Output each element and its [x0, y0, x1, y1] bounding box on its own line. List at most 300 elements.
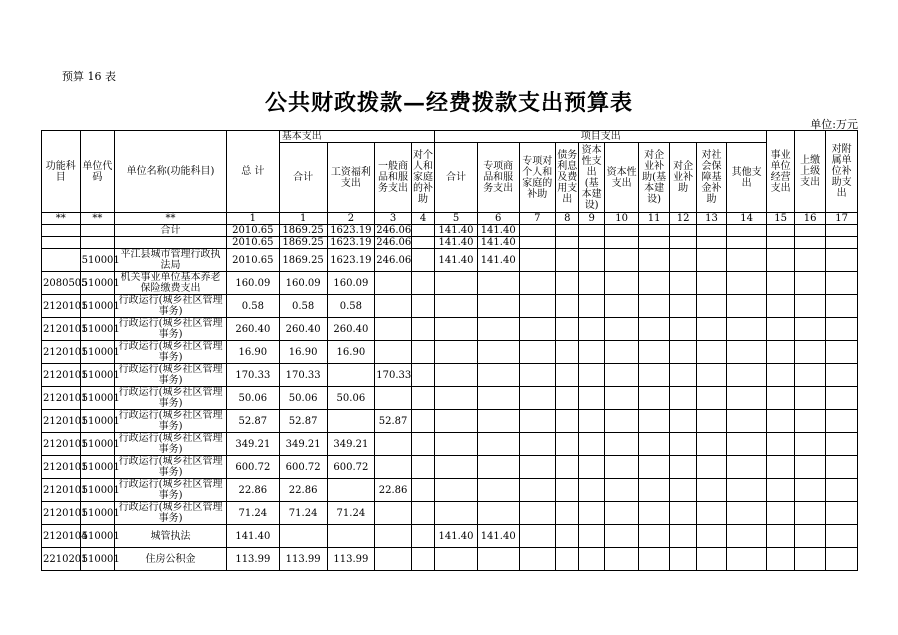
- index-cell: 15: [767, 213, 794, 225]
- empty-cell: [556, 433, 579, 456]
- empty-cell: [794, 295, 826, 318]
- func-code-cell: 2120101: [42, 433, 81, 456]
- header-basic-group: 基本支出: [279, 131, 434, 143]
- basic-sum-cell: 1869.25: [279, 237, 327, 249]
- empty-cell: [669, 548, 696, 571]
- empty-cell: [604, 272, 639, 295]
- goods-cell: 52.87: [375, 410, 412, 433]
- empty-cell: [669, 237, 696, 249]
- empty-cell: [604, 479, 639, 502]
- unit-name-cell: 行政运行(城乡社区管理事务): [115, 479, 227, 502]
- func-code-cell: 2120101: [42, 364, 81, 387]
- empty-cell: [669, 525, 696, 548]
- empty-cell: [794, 318, 826, 341]
- empty-cell: [579, 341, 604, 364]
- empty-cell: [767, 525, 794, 548]
- empty-cell: [697, 341, 726, 364]
- index-cell: **: [42, 213, 81, 225]
- unit-name-cell: 行政运行(城乡社区管理事务): [115, 502, 227, 525]
- empty-cell: [726, 456, 767, 479]
- header-basic-sum: 合计: [279, 143, 327, 213]
- proj-sum-cell: [435, 341, 478, 364]
- proj-goods-cell: [477, 272, 519, 295]
- empty-cell: [604, 341, 639, 364]
- wages-cell: 160.09: [327, 272, 375, 295]
- proj-goods-cell: [477, 548, 519, 571]
- empty-cell: [556, 225, 579, 237]
- personal-cell: [411, 456, 434, 479]
- table-row: [42, 387, 858, 410]
- empty-cell: [556, 502, 579, 525]
- empty-cell: [604, 225, 639, 237]
- empty-cell: [519, 272, 556, 295]
- total-cell: 600.72: [226, 456, 279, 479]
- empty-cell: [639, 387, 669, 410]
- func-code-cell: 2120101: [42, 502, 81, 525]
- wages-cell: [327, 364, 375, 387]
- empty-cell: [604, 525, 639, 548]
- empty-cell: [726, 364, 767, 387]
- basic-sum-cell: 170.33: [279, 364, 327, 387]
- wages-cell: [327, 479, 375, 502]
- empty-cell: [697, 237, 726, 249]
- personal-cell: [411, 237, 434, 249]
- empty-cell: [639, 525, 669, 548]
- goods-cell: [375, 387, 412, 410]
- empty-cell: [604, 502, 639, 525]
- unit-name-cell: 行政运行(城乡社区管理事务): [115, 364, 227, 387]
- func-code-cell: [42, 237, 81, 249]
- empty-cell: [669, 456, 696, 479]
- empty-cell: [697, 525, 726, 548]
- empty-cell: [669, 249, 696, 272]
- header-business: 事业单位经营支出: [767, 131, 794, 213]
- empty-cell: [767, 387, 794, 410]
- empty-cell: [639, 249, 669, 272]
- personal-cell: [411, 387, 434, 410]
- header-superior: 上缴上级支出: [794, 131, 826, 213]
- empty-cell: [519, 456, 556, 479]
- empty-cell: [669, 410, 696, 433]
- empty-cell: [556, 249, 579, 272]
- header-goods: 一般商品和服务支出: [375, 143, 412, 213]
- basic-sum-cell: 1869.25: [279, 249, 327, 272]
- unit-name-cell: 机关事业单位基本养老保险缴费支出: [115, 272, 227, 295]
- goods-cell: [375, 341, 412, 364]
- wages-cell: 71.24: [327, 502, 375, 525]
- header-proj-personal: 专项对个人和家庭的补助: [519, 143, 556, 213]
- empty-cell: [519, 410, 556, 433]
- index-cell: 14: [726, 213, 767, 225]
- personal-cell: [411, 548, 434, 571]
- empty-cell: [556, 525, 579, 548]
- proj-goods-cell: 141.40: [477, 249, 519, 272]
- empty-cell: [826, 225, 858, 237]
- basic-sum-cell: 113.99: [279, 548, 327, 571]
- empty-cell: [579, 249, 604, 272]
- empty-cell: [826, 272, 858, 295]
- empty-cell: [639, 364, 669, 387]
- personal-cell: [411, 525, 434, 548]
- goods-cell: [375, 433, 412, 456]
- func-code-cell: 2210201: [42, 548, 81, 571]
- proj-sum-cell: [435, 410, 478, 433]
- wages-cell: 1623.19: [327, 237, 375, 249]
- table-row: [42, 272, 858, 295]
- unit-name-cell: 行政运行(城乡社区管理事务): [115, 295, 227, 318]
- basic-sum-cell: 349.21: [279, 433, 327, 456]
- goods-cell: [375, 318, 412, 341]
- header-proj-sum: 合计: [435, 143, 478, 213]
- empty-cell: [604, 237, 639, 249]
- empty-cell: [519, 502, 556, 525]
- empty-cell: [579, 295, 604, 318]
- unit-code-cell: 510001: [80, 433, 115, 456]
- unit-code-cell: 510001: [80, 364, 115, 387]
- index-cell: 9: [579, 213, 604, 225]
- empty-cell: [826, 318, 858, 341]
- empty-cell: [726, 479, 767, 502]
- empty-cell: [794, 387, 826, 410]
- empty-cell: [826, 341, 858, 364]
- empty-cell: [556, 364, 579, 387]
- empty-cell: [697, 318, 726, 341]
- func-code-cell: 2120101: [42, 479, 81, 502]
- func-code-cell: 2120101: [42, 318, 81, 341]
- wages-cell: 349.21: [327, 433, 375, 456]
- wages-cell: 260.40: [327, 318, 375, 341]
- personal-cell: [411, 364, 434, 387]
- goods-cell: 246.06: [375, 249, 412, 272]
- empty-cell: [604, 410, 639, 433]
- empty-cell: [519, 387, 556, 410]
- basic-sum-cell: 0.58: [279, 295, 327, 318]
- personal-cell: [411, 479, 434, 502]
- unit-code-cell: 510001: [80, 387, 115, 410]
- empty-cell: [794, 479, 826, 502]
- empty-cell: [767, 548, 794, 571]
- index-cell: 1: [226, 213, 279, 225]
- header-debt: 债务利息及费用支出: [556, 143, 579, 213]
- empty-cell: [826, 410, 858, 433]
- empty-cell: [556, 318, 579, 341]
- empty-cell: [669, 295, 696, 318]
- empty-cell: [794, 249, 826, 272]
- empty-cell: [697, 479, 726, 502]
- header-unit-name: 单位名称(功能科目): [115, 131, 227, 213]
- empty-cell: [697, 225, 726, 237]
- empty-cell: [519, 433, 556, 456]
- empty-cell: [519, 525, 556, 548]
- header-capital: 资本性支出: [604, 143, 639, 213]
- empty-cell: [826, 387, 858, 410]
- empty-cell: [794, 525, 826, 548]
- unit-code-cell: 510001: [80, 525, 115, 548]
- empty-cell: [556, 387, 579, 410]
- empty-cell: [726, 249, 767, 272]
- unit-name-cell: 合计: [115, 225, 227, 237]
- empty-cell: [579, 225, 604, 237]
- proj-goods-cell: [477, 387, 519, 410]
- empty-cell: [826, 433, 858, 456]
- header-total: 总 计: [226, 131, 279, 213]
- proj-goods-cell: 141.40: [477, 237, 519, 249]
- proj-goods-cell: [477, 456, 519, 479]
- empty-cell: [794, 341, 826, 364]
- empty-cell: [556, 295, 579, 318]
- func-code-cell: [42, 225, 81, 237]
- index-cell: 8: [556, 213, 579, 225]
- empty-cell: [726, 225, 767, 237]
- empty-cell: [697, 548, 726, 571]
- empty-cell: [519, 479, 556, 502]
- empty-cell: [767, 295, 794, 318]
- basic-sum-cell: 260.40: [279, 318, 327, 341]
- personal-cell: [411, 410, 434, 433]
- empty-cell: [767, 364, 794, 387]
- table-row: [42, 341, 858, 364]
- empty-cell: [826, 456, 858, 479]
- empty-cell: [639, 225, 669, 237]
- empty-cell: [697, 410, 726, 433]
- basic-sum-cell: 1869.25: [279, 225, 327, 237]
- goods-cell: 170.33: [375, 364, 412, 387]
- empty-cell: [519, 249, 556, 272]
- empty-cell: [826, 364, 858, 387]
- wages-cell: 1623.19: [327, 249, 375, 272]
- empty-cell: [604, 249, 639, 272]
- empty-cell: [794, 237, 826, 249]
- unit-name-cell: 行政运行(城乡社区管理事务): [115, 318, 227, 341]
- unit-name-cell: 行政运行(城乡社区管理事务): [115, 387, 227, 410]
- index-cell: 7: [519, 213, 556, 225]
- header-capital-build: 资本性支出(基本建设): [579, 143, 604, 213]
- empty-cell: [726, 410, 767, 433]
- empty-cell: [697, 295, 726, 318]
- proj-goods-cell: 141.40: [477, 225, 519, 237]
- total-cell: 2010.65: [226, 225, 279, 237]
- empty-cell: [639, 272, 669, 295]
- total-cell: 170.33: [226, 364, 279, 387]
- proj-sum-cell: [435, 272, 478, 295]
- empty-cell: [726, 433, 767, 456]
- goods-cell: [375, 456, 412, 479]
- empty-cell: [579, 364, 604, 387]
- total-cell: 22.86: [226, 479, 279, 502]
- empty-cell: [767, 502, 794, 525]
- wages-cell: [327, 525, 375, 548]
- empty-cell: [556, 237, 579, 249]
- personal-cell: [411, 433, 434, 456]
- table-row: [42, 318, 858, 341]
- empty-cell: [767, 456, 794, 479]
- empty-cell: [519, 364, 556, 387]
- total-cell: 260.40: [226, 318, 279, 341]
- empty-cell: [697, 433, 726, 456]
- table-row: [42, 364, 858, 387]
- unit-name-cell: 行政运行(城乡社区管理事务): [115, 433, 227, 456]
- wages-cell: 600.72: [327, 456, 375, 479]
- goods-cell: [375, 272, 412, 295]
- wages-cell: 0.58: [327, 295, 375, 318]
- proj-goods-cell: [477, 410, 519, 433]
- empty-cell: [669, 502, 696, 525]
- empty-cell: [767, 433, 794, 456]
- index-cell: 16: [794, 213, 826, 225]
- func-code-cell: 2120104: [42, 525, 81, 548]
- empty-cell: [826, 295, 858, 318]
- empty-cell: [579, 548, 604, 571]
- proj-goods-cell: [477, 479, 519, 502]
- func-code-cell: 2120101: [42, 341, 81, 364]
- empty-cell: [726, 272, 767, 295]
- unit-code-cell: 510001: [80, 249, 115, 272]
- empty-cell: [726, 387, 767, 410]
- empty-cell: [556, 548, 579, 571]
- proj-sum-cell: [435, 433, 478, 456]
- total-cell: 52.87: [226, 410, 279, 433]
- goods-cell: [375, 502, 412, 525]
- empty-cell: [726, 525, 767, 548]
- proj-sum-cell: 141.40: [435, 249, 478, 272]
- empty-cell: [604, 364, 639, 387]
- unit-code-cell: 510001: [80, 295, 115, 318]
- personal-cell: [411, 502, 434, 525]
- total-cell: 113.99: [226, 548, 279, 571]
- proj-goods-cell: [477, 295, 519, 318]
- index-cell: 13: [697, 213, 726, 225]
- table-row: [42, 502, 858, 525]
- empty-cell: [669, 318, 696, 341]
- empty-cell: [604, 456, 639, 479]
- empty-cell: [794, 433, 826, 456]
- empty-cell: [579, 433, 604, 456]
- header-enterprise-build: 对企业补助(基本建设): [639, 143, 669, 213]
- unit-name-cell: 住房公积金: [115, 548, 227, 571]
- unit-name-cell: 平江县城市管理行政执法局: [115, 249, 227, 272]
- empty-cell: [826, 502, 858, 525]
- proj-goods-cell: [477, 502, 519, 525]
- empty-cell: [669, 479, 696, 502]
- basic-sum-cell: 52.87: [279, 410, 327, 433]
- total-cell: 349.21: [226, 433, 279, 456]
- empty-cell: [639, 456, 669, 479]
- empty-cell: [726, 237, 767, 249]
- header-enterprise: 对企业补助: [669, 143, 696, 213]
- header-other: 其他支出: [726, 143, 767, 213]
- func-code-cell: 2120101: [42, 456, 81, 479]
- wages-cell: 50.06: [327, 387, 375, 410]
- form-number-label: 预算 16 表: [62, 70, 116, 83]
- table-row: [42, 433, 858, 456]
- empty-cell: [519, 295, 556, 318]
- empty-cell: [767, 341, 794, 364]
- empty-cell: [519, 237, 556, 249]
- empty-cell: [556, 272, 579, 295]
- func-code-cell: 2120101: [42, 410, 81, 433]
- unit-name-cell: 行政运行(城乡社区管理事务): [115, 410, 227, 433]
- total-cell: 2010.65: [226, 249, 279, 272]
- goods-cell: 22.86: [375, 479, 412, 502]
- empty-cell: [579, 479, 604, 502]
- proj-goods-cell: [477, 318, 519, 341]
- empty-cell: [767, 479, 794, 502]
- header-project-group: 项目支出: [435, 131, 767, 143]
- empty-cell: [767, 225, 794, 237]
- personal-cell: [411, 318, 434, 341]
- unit-code-cell: 510001: [80, 410, 115, 433]
- empty-cell: [579, 502, 604, 525]
- goods-cell: [375, 548, 412, 571]
- personal-cell: [411, 272, 434, 295]
- table-row: [42, 548, 858, 571]
- basic-sum-cell: 600.72: [279, 456, 327, 479]
- index-cell: 3: [375, 213, 412, 225]
- empty-cell: [639, 502, 669, 525]
- empty-cell: [726, 341, 767, 364]
- empty-cell: [794, 225, 826, 237]
- header-func-code: 功能科目: [42, 131, 81, 213]
- proj-sum-cell: 141.40: [435, 525, 478, 548]
- empty-cell: [639, 433, 669, 456]
- empty-cell: [697, 387, 726, 410]
- empty-cell: [767, 249, 794, 272]
- table-row: [42, 295, 858, 318]
- basic-sum-cell: 16.90: [279, 341, 327, 364]
- unit-name-cell: [115, 237, 227, 249]
- empty-cell: [579, 272, 604, 295]
- empty-cell: [669, 433, 696, 456]
- empty-cell: [669, 225, 696, 237]
- index-cell: 5: [435, 213, 478, 225]
- basic-sum-cell: [279, 525, 327, 548]
- func-code-cell: 2080505: [42, 272, 81, 295]
- wages-cell: 1623.19: [327, 225, 375, 237]
- empty-cell: [697, 502, 726, 525]
- personal-cell: [411, 249, 434, 272]
- index-cell: 10: [604, 213, 639, 225]
- empty-cell: [794, 548, 826, 571]
- index-cell: 11: [639, 213, 669, 225]
- unit-code-cell: 510001: [80, 548, 115, 571]
- unit-code-cell: 510001: [80, 456, 115, 479]
- empty-cell: [579, 456, 604, 479]
- empty-cell: [669, 387, 696, 410]
- empty-cell: [579, 318, 604, 341]
- unit-name-cell: 行政运行(城乡社区管理事务): [115, 341, 227, 364]
- proj-sum-cell: 141.40: [435, 225, 478, 237]
- basic-sum-cell: 50.06: [279, 387, 327, 410]
- empty-cell: [826, 237, 858, 249]
- wages-cell: [327, 410, 375, 433]
- empty-cell: [604, 295, 639, 318]
- empty-cell: [519, 225, 556, 237]
- unit-code-cell: [80, 225, 115, 237]
- personal-cell: [411, 295, 434, 318]
- func-code-cell: 2120101: [42, 387, 81, 410]
- personal-cell: [411, 341, 434, 364]
- total-cell: 50.06: [226, 387, 279, 410]
- wages-cell: 16.90: [327, 341, 375, 364]
- proj-sum-cell: [435, 479, 478, 502]
- header-unit-code: 单位代码: [80, 131, 115, 213]
- empty-cell: [639, 341, 669, 364]
- empty-cell: [767, 272, 794, 295]
- table-row: [42, 225, 858, 237]
- empty-cell: [604, 433, 639, 456]
- empty-cell: [579, 525, 604, 548]
- empty-cell: [604, 548, 639, 571]
